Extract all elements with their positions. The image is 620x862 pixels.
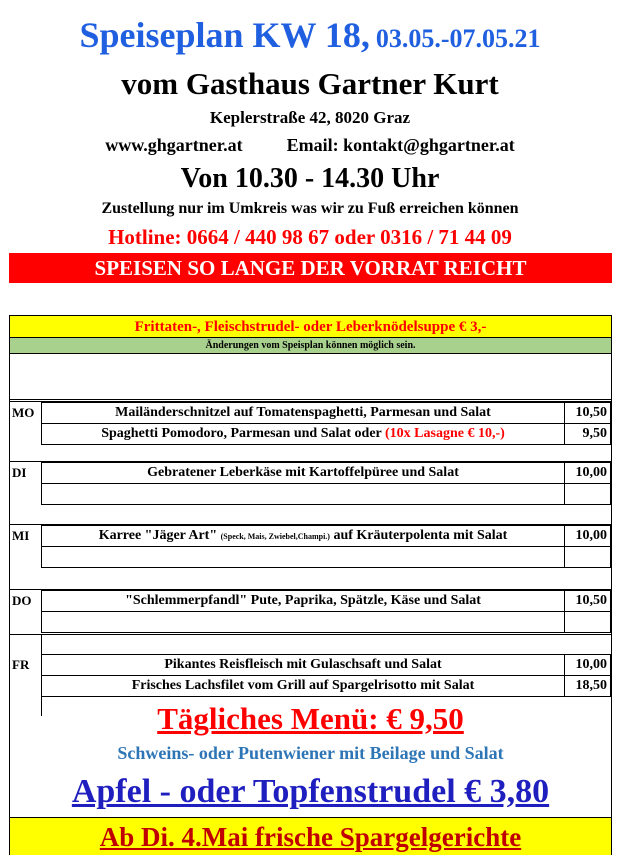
divider xyxy=(41,462,42,505)
day-label-do: DO xyxy=(12,593,32,608)
page-title xyxy=(0,14,620,56)
daily-menu-dish: Schweins- oder Putenwiener mit Beilage und Salat xyxy=(117,743,504,763)
dish-text: Karree "Jäger Art" xyxy=(98,528,218,543)
dish: Gebratener Leberkäse mit Kartoffelpüree und Salat xyxy=(41,462,565,484)
empty-cell xyxy=(41,546,565,568)
dessert-offer: Apfel - oder Topfenstrudel € 3,80 xyxy=(71,773,550,810)
divider xyxy=(41,402,42,445)
email-link[interactable]: Email: kontakt@ghgartner.at xyxy=(286,135,515,155)
soup-row: Frittaten-, Fleischstrudel- oder Leberknödelsuppe € 3,- xyxy=(10,316,611,338)
table-row xyxy=(10,462,611,484)
price: 18,50 xyxy=(565,675,611,697)
dish xyxy=(41,423,565,445)
dish: Mailänderschnitzel auf Tomatenspaghetti, Parmesan und Salat xyxy=(41,402,565,424)
price: 10,00 xyxy=(565,525,611,547)
price: 10,50 xyxy=(565,590,611,612)
dish-ingredients: (Speck, Mais, Zwiebel,Champi.) xyxy=(220,532,330,541)
table-row xyxy=(10,525,611,547)
delivery-note: Zustellung nur im Umkreis was wir zu Fuß erreichen können xyxy=(101,200,519,217)
website-link[interactable]: www.ghgartner.at xyxy=(105,135,243,155)
asparagus-announcement: Ab Di. 4.Mai frische Spargelgerichte xyxy=(10,817,611,855)
table-row xyxy=(10,611,611,633)
dish: Frisches Lachsfilet vom Grill auf Spargelrisotto mit Salat xyxy=(41,675,565,697)
price: 10,00 xyxy=(565,462,611,484)
title-text: Speiseplan KW 18, xyxy=(79,15,370,55)
availability-banner: SPEISEN SO LANGE DER VORRAT REICHT xyxy=(9,253,612,283)
dish: "Schlemmerpfandl" Pute, Paprika, Spätzle, Käse und Salat xyxy=(41,590,565,612)
empty-cell xyxy=(565,546,611,568)
dish: Pikantes Reisfleisch mit Gulaschsaft und Salat xyxy=(41,654,565,676)
table-row xyxy=(10,423,611,445)
date-range: 03.05.-07.05.21 xyxy=(375,24,541,53)
restaurant-name: vom Gasthaus Gartner Kurt xyxy=(121,66,499,101)
dish-text: Spaghetti Pomodoro, Parmesan und Salat oder xyxy=(101,426,382,441)
dish-extra: (10x Lasagne € 10,-) xyxy=(385,426,505,441)
empty-cell xyxy=(41,483,565,505)
hotline: Hotline: 0664 / 440 98 67 oder 0316 / 71 44 09 xyxy=(108,225,512,249)
day-label-mi: MI xyxy=(12,528,30,543)
menu-table xyxy=(9,315,612,855)
change-note: Änderungen vom Speisplan können möglich sein. xyxy=(10,338,611,354)
divider xyxy=(10,634,611,635)
empty-spacer xyxy=(10,354,611,400)
table-row xyxy=(10,483,611,505)
day-label-mo: MO xyxy=(12,405,35,420)
divider xyxy=(41,590,42,633)
price: 10,50 xyxy=(565,402,611,424)
opening-hours: Von 10.30 - 14.30 Uhr xyxy=(180,163,440,194)
price: 9,50 xyxy=(565,423,611,445)
empty-cell xyxy=(565,483,611,505)
divider xyxy=(10,401,611,402)
table-row xyxy=(10,675,611,697)
table-row xyxy=(10,654,611,676)
dish xyxy=(41,525,565,547)
empty-cell xyxy=(41,611,565,633)
table-row xyxy=(10,402,611,424)
contact-line xyxy=(0,135,620,156)
daily-menu-title: Tägliches Menü: € 9,50 xyxy=(157,701,464,736)
day-label-di: DI xyxy=(12,465,27,480)
divider xyxy=(41,525,42,568)
day-label-fr: FR xyxy=(12,657,30,672)
table-row xyxy=(10,546,611,568)
address: Keplerstraße 42, 8020 Graz xyxy=(209,108,411,127)
empty-cell xyxy=(565,611,611,633)
dish-text: auf Kräuterpolenta mit Salat xyxy=(333,528,508,543)
price: 10,00 xyxy=(565,654,611,676)
table-row xyxy=(10,590,611,612)
